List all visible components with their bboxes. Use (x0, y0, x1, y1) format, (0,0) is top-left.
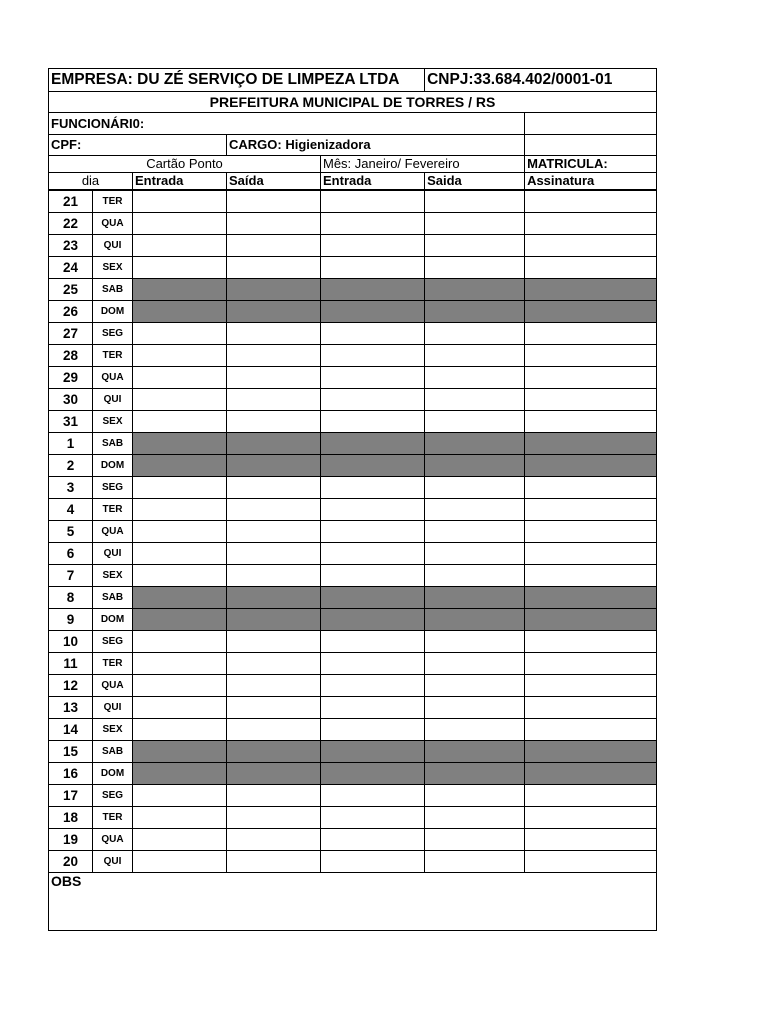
day-number: 31 (49, 411, 93, 433)
entry-2-cell[interactable] (321, 190, 425, 213)
exit-2-cell[interactable] (425, 543, 525, 565)
exit-2-cell (425, 741, 525, 763)
exit-2-cell[interactable] (425, 697, 525, 719)
weekday-label: SEX (93, 411, 133, 433)
entry-2-cell[interactable] (321, 477, 425, 499)
exit-1-cell (227, 609, 321, 631)
signature-cell[interactable] (525, 257, 657, 279)
exit-1-cell[interactable] (227, 565, 321, 587)
signature-cell (525, 455, 657, 477)
weekday-label: TER (93, 190, 133, 213)
signature-cell[interactable] (525, 807, 657, 829)
entry-2-cell[interactable] (321, 389, 425, 411)
entry-1-cell[interactable] (133, 675, 227, 697)
signature-cell[interactable] (525, 719, 657, 741)
exit-1-cell[interactable] (227, 719, 321, 741)
signature-cell (525, 279, 657, 301)
day-number: 15 (49, 741, 93, 763)
entry-2-cell[interactable] (321, 257, 425, 279)
table-row (49, 543, 657, 565)
exit-2-cell[interactable] (425, 631, 525, 653)
day-number: 12 (49, 675, 93, 697)
company-name: EMPRESA: DU ZÉ SERVIÇO DE LIMPEZA LTDA (49, 69, 425, 92)
entry-2-cell[interactable] (321, 719, 425, 741)
weekday-label: QUA (93, 213, 133, 235)
day-number: 9 (49, 609, 93, 631)
entry-2-cell[interactable] (321, 213, 425, 235)
entry-1-cell (133, 609, 227, 631)
entry-1-cell (133, 587, 227, 609)
weekday-label: TER (93, 653, 133, 675)
entry-2-cell (321, 433, 425, 455)
exit-1-cell[interactable] (227, 477, 321, 499)
exit-2-cell[interactable] (425, 499, 525, 521)
day-number: 3 (49, 477, 93, 499)
exit-2-cell[interactable] (425, 807, 525, 829)
table-row (49, 257, 657, 279)
exit-2-cell[interactable] (425, 411, 525, 433)
entry-1-cell[interactable] (133, 521, 227, 543)
signature-cell[interactable] (525, 521, 657, 543)
table-row (49, 807, 657, 829)
exit-2-cell[interactable] (425, 851, 525, 873)
observations-box[interactable]: OBS (49, 873, 657, 931)
signature-cell[interactable] (525, 235, 657, 257)
entry-1-cell[interactable] (133, 345, 227, 367)
table-row (49, 301, 657, 323)
weekday-label: SAB (93, 433, 133, 455)
col-header-entry-2: Entrada (321, 173, 425, 191)
weekday-label: TER (93, 345, 133, 367)
table-row (49, 521, 657, 543)
entry-1-cell[interactable] (133, 257, 227, 279)
exit-1-cell (227, 587, 321, 609)
weekday-label: DOM (93, 763, 133, 785)
table-row (49, 190, 657, 213)
weekday-label: QUI (93, 235, 133, 257)
entry-1-cell[interactable] (133, 807, 227, 829)
entry-2-cell[interactable] (321, 411, 425, 433)
weekday-label: TER (93, 807, 133, 829)
exit-1-cell[interactable] (227, 190, 321, 213)
entry-1-cell (133, 455, 227, 477)
weekday-label: DOM (93, 609, 133, 631)
table-row (49, 323, 657, 345)
col-header-signature: Assinatura (525, 173, 657, 191)
day-number: 5 (49, 521, 93, 543)
exit-2-cell[interactable] (425, 235, 525, 257)
table-row (49, 851, 657, 873)
table-row (49, 741, 657, 763)
signature-cell[interactable] (525, 697, 657, 719)
entry-2-cell (321, 609, 425, 631)
signature-cell (525, 587, 657, 609)
signature-cell (525, 301, 657, 323)
entry-2-cell[interactable] (321, 631, 425, 653)
exit-2-cell[interactable] (425, 675, 525, 697)
table-row (49, 609, 657, 631)
weekday-label: SEX (93, 257, 133, 279)
entry-1-cell[interactable] (133, 367, 227, 389)
table-row (49, 477, 657, 499)
cpf-field[interactable]: CPF: (49, 135, 227, 156)
table-row (49, 433, 657, 455)
entry-2-cell[interactable] (321, 543, 425, 565)
entry-1-cell (133, 741, 227, 763)
weekday-label: SEX (93, 719, 133, 741)
entry-1-cell[interactable] (133, 499, 227, 521)
entry-2-cell (321, 763, 425, 785)
weekday-label: QUA (93, 367, 133, 389)
exit-2-cell (425, 279, 525, 301)
day-number: 25 (49, 279, 93, 301)
day-number: 20 (49, 851, 93, 873)
day-number: 22 (49, 213, 93, 235)
entry-1-cell[interactable] (133, 190, 227, 213)
table-row (49, 697, 657, 719)
signature-cell[interactable] (525, 851, 657, 873)
time-card-label: Cartão Ponto (49, 156, 321, 173)
col-header-entry-1: Entrada (133, 173, 227, 191)
exit-1-cell (227, 279, 321, 301)
registration-label: MATRICULA: (525, 156, 657, 173)
day-number: 24 (49, 257, 93, 279)
exit-1-cell[interactable] (227, 323, 321, 345)
signature-cell (525, 609, 657, 631)
exit-1-cell[interactable] (227, 631, 321, 653)
day-number: 14 (49, 719, 93, 741)
day-number: 19 (49, 829, 93, 851)
exit-2-cell[interactable] (425, 565, 525, 587)
weekday-label: DOM (93, 455, 133, 477)
table-row (49, 675, 657, 697)
exit-1-cell[interactable] (227, 675, 321, 697)
exit-1-cell[interactable] (227, 697, 321, 719)
exit-1-cell[interactable] (227, 807, 321, 829)
exit-1-cell[interactable] (227, 543, 321, 565)
weekday-label: QUI (93, 389, 133, 411)
table-row (49, 499, 657, 521)
exit-1-cell (227, 741, 321, 763)
exit-1-cell[interactable] (227, 653, 321, 675)
entry-1-cell[interactable] (133, 719, 227, 741)
day-number: 28 (49, 345, 93, 367)
day-number: 13 (49, 697, 93, 719)
table-row (49, 829, 657, 851)
exit-1-cell[interactable] (227, 785, 321, 807)
exit-2-cell[interactable] (425, 257, 525, 279)
table-row (49, 411, 657, 433)
entry-2-cell[interactable] (321, 851, 425, 873)
exit-1-cell[interactable] (227, 389, 321, 411)
weekday-label: SEG (93, 477, 133, 499)
weekday-label: QUI (93, 543, 133, 565)
table-row (49, 631, 657, 653)
entry-2-cell[interactable] (321, 345, 425, 367)
entry-1-cell[interactable] (133, 631, 227, 653)
col-header-exit-1: Saída (227, 173, 321, 191)
signature-cell[interactable] (525, 785, 657, 807)
day-number: 16 (49, 763, 93, 785)
entry-2-cell[interactable] (321, 499, 425, 521)
entry-2-cell (321, 455, 425, 477)
entry-1-cell (133, 763, 227, 785)
exit-1-cell (227, 763, 321, 785)
exit-1-cell[interactable] (227, 851, 321, 873)
day-number: 6 (49, 543, 93, 565)
exit-2-cell[interactable] (425, 653, 525, 675)
entry-1-cell[interactable] (133, 829, 227, 851)
weekday-label: TER (93, 499, 133, 521)
table-row (49, 279, 657, 301)
entry-1-cell[interactable] (133, 389, 227, 411)
day-number: 11 (49, 653, 93, 675)
entry-2-cell[interactable] (321, 565, 425, 587)
entry-1-cell[interactable] (133, 477, 227, 499)
exit-1-cell[interactable] (227, 235, 321, 257)
table-row (49, 389, 657, 411)
entry-2-cell[interactable] (321, 367, 425, 389)
employee-field[interactable]: FUNCIONÁRI0: (49, 113, 525, 135)
signature-cell[interactable] (525, 631, 657, 653)
exit-2-cell (425, 433, 525, 455)
exit-2-cell[interactable] (425, 785, 525, 807)
exit-2-cell (425, 455, 525, 477)
entry-2-cell[interactable] (321, 785, 425, 807)
timesheet-table (48, 68, 657, 931)
role-field[interactable]: CARGO: Higienizadora (227, 135, 525, 156)
entry-1-cell[interactable] (133, 323, 227, 345)
entry-2-cell[interactable] (321, 697, 425, 719)
company-cnpj: CNPJ:33.684.402/0001-01 (425, 69, 657, 92)
entry-1-cell[interactable] (133, 411, 227, 433)
exit-2-cell[interactable] (425, 477, 525, 499)
signature-cell[interactable] (525, 675, 657, 697)
entry-2-cell (321, 741, 425, 763)
exit-1-cell (227, 455, 321, 477)
prefecture-title: PREFEITURA MUNICIPAL DE TORRES / RS (49, 92, 657, 113)
weekday-label: SAB (93, 279, 133, 301)
exit-2-cell[interactable] (425, 389, 525, 411)
entry-1-cell[interactable] (133, 697, 227, 719)
month-label: Mês: Janeiro/ Fevereiro (321, 156, 525, 173)
exit-2-cell (425, 609, 525, 631)
entry-2-cell[interactable] (321, 807, 425, 829)
col-header-day: dia (49, 173, 133, 191)
signature-cell[interactable] (525, 213, 657, 235)
weekday-label: QUA (93, 521, 133, 543)
day-number: 18 (49, 807, 93, 829)
exit-1-cell[interactable] (227, 829, 321, 851)
entry-1-cell[interactable] (133, 851, 227, 873)
entry-2-cell (321, 279, 425, 301)
exit-2-cell (425, 301, 525, 323)
signature-cell (525, 433, 657, 455)
entry-1-cell[interactable] (133, 543, 227, 565)
entry-2-cell[interactable] (321, 323, 425, 345)
exit-2-cell[interactable] (425, 719, 525, 741)
table-row (49, 455, 657, 477)
weekday-label: DOM (93, 301, 133, 323)
exit-2-cell[interactable] (425, 829, 525, 851)
day-number: 8 (49, 587, 93, 609)
col-header-exit-2: Saida (425, 173, 525, 191)
day-number: 7 (49, 565, 93, 587)
weekday-label: QUI (93, 851, 133, 873)
entry-2-cell (321, 301, 425, 323)
exit-1-cell (227, 301, 321, 323)
weekday-label: QUI (93, 697, 133, 719)
table-row (49, 653, 657, 675)
exit-2-cell[interactable] (425, 213, 525, 235)
employee-extra-field[interactable] (525, 113, 657, 135)
exit-1-cell[interactable] (227, 257, 321, 279)
exit-1-cell[interactable] (227, 521, 321, 543)
day-number: 1 (49, 433, 93, 455)
table-row (49, 763, 657, 785)
entry-1-cell[interactable] (133, 785, 227, 807)
signature-cell[interactable] (525, 653, 657, 675)
exit-2-cell[interactable] (425, 190, 525, 213)
exit-1-cell[interactable] (227, 367, 321, 389)
signature-cell (525, 763, 657, 785)
signature-cell[interactable] (525, 367, 657, 389)
signature-cell[interactable] (525, 323, 657, 345)
weekday-label: SEG (93, 323, 133, 345)
weekday-label: SAB (93, 741, 133, 763)
exit-2-cell[interactable] (425, 521, 525, 543)
entry-2-cell[interactable] (321, 675, 425, 697)
entry-1-cell[interactable] (133, 213, 227, 235)
signature-cell[interactable] (525, 190, 657, 213)
day-number: 23 (49, 235, 93, 257)
signature-cell[interactable] (525, 389, 657, 411)
table-row (49, 587, 657, 609)
exit-1-cell[interactable] (227, 411, 321, 433)
day-number: 10 (49, 631, 93, 653)
weekday-label: SEG (93, 631, 133, 653)
signature-cell[interactable] (525, 477, 657, 499)
signature-cell[interactable] (525, 345, 657, 367)
entry-1-cell (133, 433, 227, 455)
signature-cell[interactable] (525, 411, 657, 433)
day-number: 26 (49, 301, 93, 323)
day-number: 17 (49, 785, 93, 807)
table-row (49, 719, 657, 741)
entry-1-cell[interactable] (133, 235, 227, 257)
entry-2-cell[interactable] (321, 235, 425, 257)
entry-1-cell (133, 301, 227, 323)
exit-1-cell[interactable] (227, 345, 321, 367)
timesheet (48, 68, 656, 931)
table-row (49, 345, 657, 367)
day-number: 21 (49, 190, 93, 213)
entry-2-cell[interactable] (321, 653, 425, 675)
exit-2-cell (425, 587, 525, 609)
day-number: 30 (49, 389, 93, 411)
entry-2-cell[interactable] (321, 521, 425, 543)
table-row (49, 213, 657, 235)
exit-2-cell[interactable] (425, 323, 525, 345)
signature-cell[interactable] (525, 829, 657, 851)
exit-1-cell[interactable] (227, 213, 321, 235)
exit-2-cell[interactable] (425, 345, 525, 367)
exit-1-cell (227, 433, 321, 455)
signature-cell[interactable] (525, 499, 657, 521)
weekday-label: SEG (93, 785, 133, 807)
table-row (49, 367, 657, 389)
day-number: 2 (49, 455, 93, 477)
signature-cell[interactable] (525, 565, 657, 587)
exit-2-cell[interactable] (425, 367, 525, 389)
weekday-label: SAB (93, 587, 133, 609)
weekday-label: QUA (93, 829, 133, 851)
table-row (49, 565, 657, 587)
entry-1-cell (133, 279, 227, 301)
weekday-label: SEX (93, 565, 133, 587)
signature-cell[interactable] (525, 543, 657, 565)
entry-2-cell[interactable] (321, 829, 425, 851)
exit-1-cell[interactable] (227, 499, 321, 521)
entry-1-cell[interactable] (133, 653, 227, 675)
table-row (49, 785, 657, 807)
day-number: 29 (49, 367, 93, 389)
day-number: 27 (49, 323, 93, 345)
exit-2-cell (425, 763, 525, 785)
entry-2-cell (321, 587, 425, 609)
signature-cell (525, 741, 657, 763)
weekday-label: QUA (93, 675, 133, 697)
role-extra-field[interactable] (525, 135, 657, 156)
table-row (49, 235, 657, 257)
entry-1-cell[interactable] (133, 565, 227, 587)
day-number: 4 (49, 499, 93, 521)
